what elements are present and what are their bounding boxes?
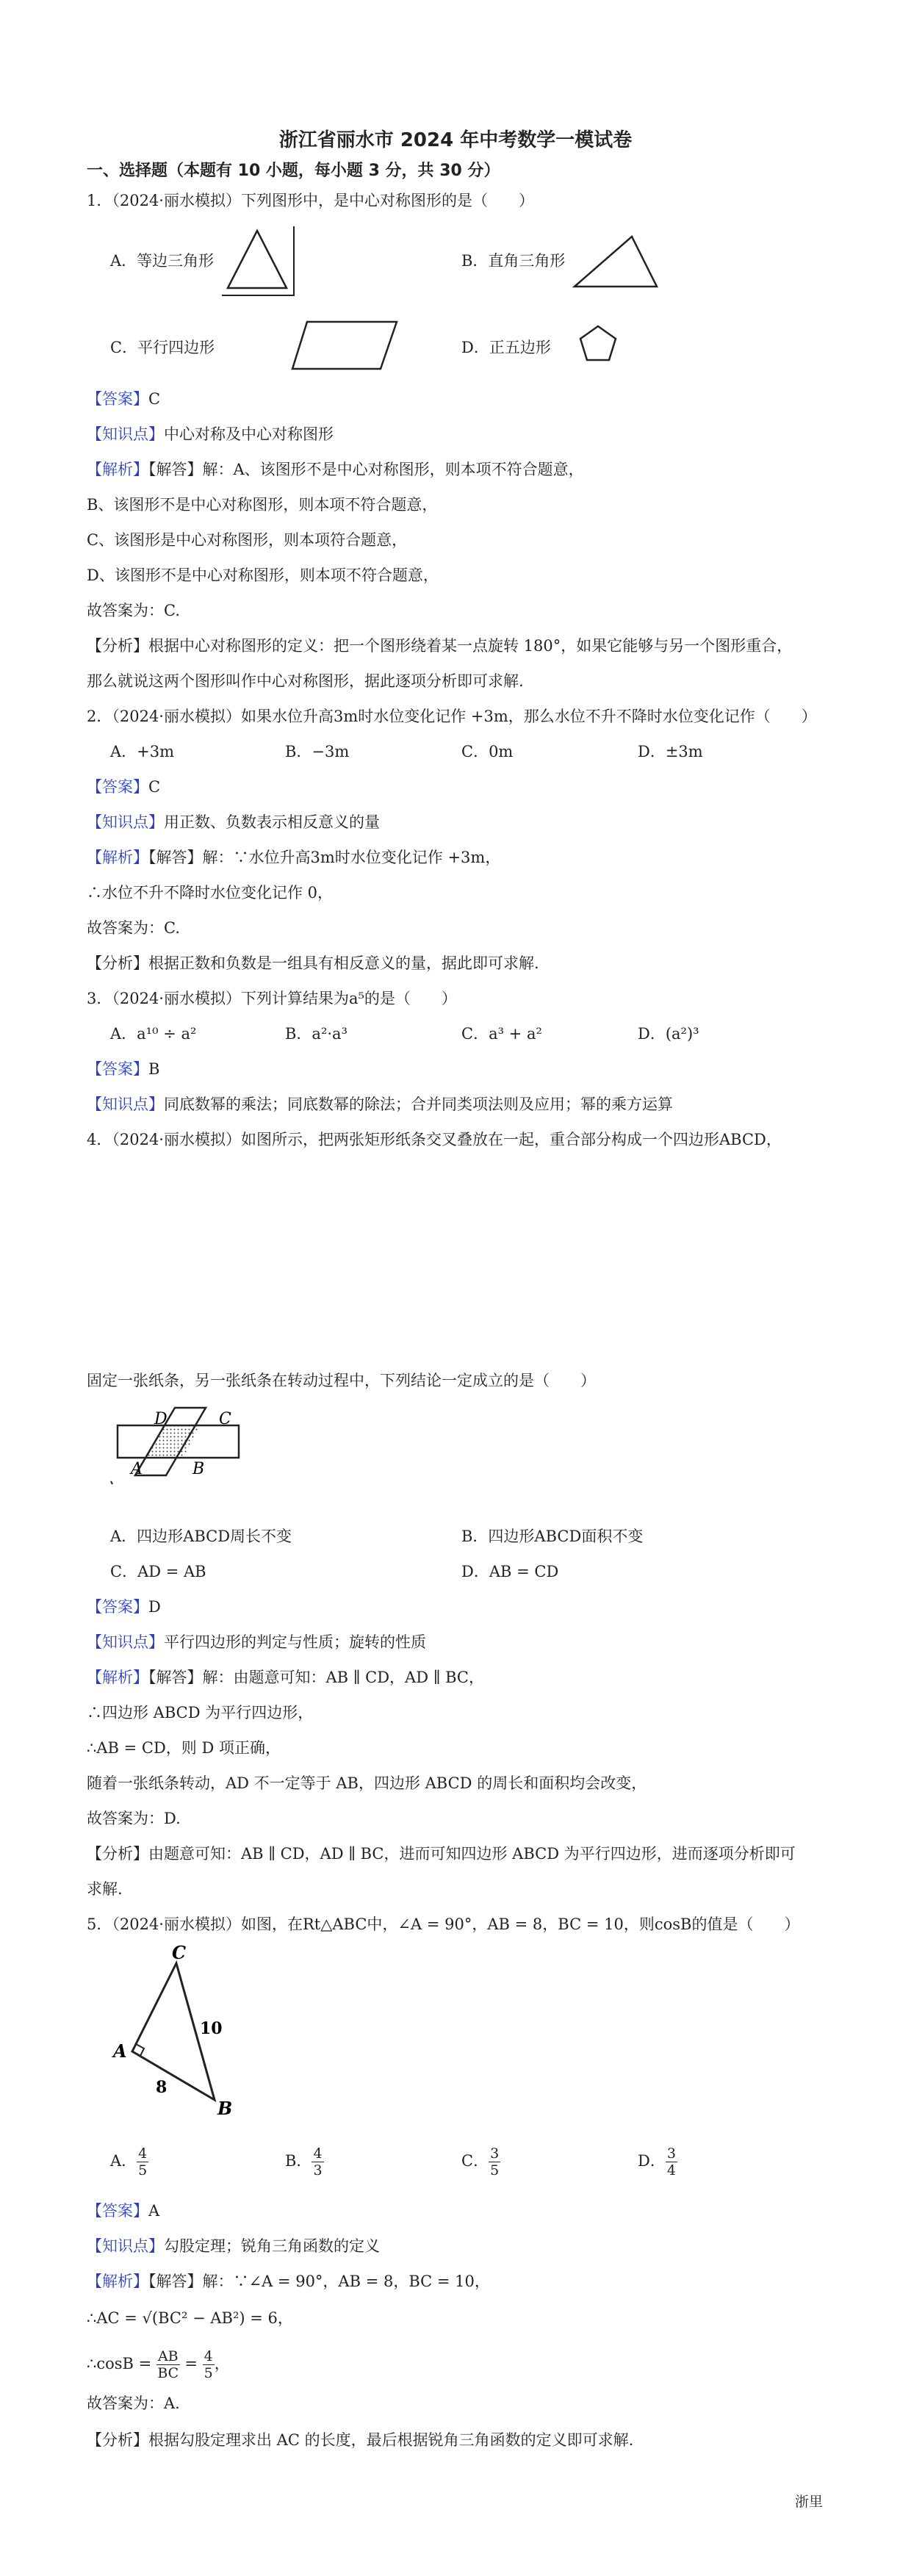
q4-summary-line2: 求解. — [87, 1880, 123, 1898]
q2-summary: 【分析】根据正数和负数是一组具有相反意义的量，据此即可求解. — [87, 954, 539, 972]
label-a: A — [113, 2040, 127, 2062]
q5-solution: 【解析】【解答】解：∵∠A = 90°，AB = 8，BC = 10， — [87, 2273, 490, 2290]
q4-stem-line2: 固定一张纸条，另一张纸条在转动过程中，下列结论一定成立的是（ ） — [87, 1372, 596, 1389]
label-b: B — [192, 1460, 205, 1478]
q2-option-a: A．+3m — [110, 743, 175, 760]
q4-option-d: D．AB = CD — [461, 1563, 559, 1580]
q3-option-a: A．a¹⁰ ÷ a² — [110, 1025, 197, 1043]
q4-solution: 【解析】【解答】解：由题意可知：AB ∥ CD，AD ∥ BC， — [87, 1669, 484, 1686]
q1-option-a: A．等边三角形 — [110, 252, 215, 270]
q5-option-a: A． $\frac{4}{5}$ — [110, 2145, 148, 2179]
q2-solution-line2: ∴水位不升不降时水位变化记作 0， — [87, 884, 334, 902]
q5-option-c: C． $\frac{3}{5}$ — [461, 2145, 500, 2179]
q5-solution-line4: 故答案为：A. — [87, 2395, 180, 2412]
q4-solution-line5: 故答案为：D. — [87, 1810, 181, 1827]
q4-option-b: B．四边形ABCD面积不变 — [461, 1528, 644, 1545]
label-bc-length: 10 — [200, 2019, 223, 2038]
footer-watermark: 浙里 — [795, 2494, 824, 2510]
q5-summary: 【分析】根据勾股定理求出 AC 的长度，最后根据锐角三角函数的定义即可求解. — [87, 2431, 634, 2449]
q1-stem: 1．（2024·丽水模拟）下列图形中，是中心对称图形的是（ ） — [87, 192, 534, 209]
q2-answer: 【答案】C — [87, 778, 161, 796]
q1-option-b: B．直角三角形 — [461, 252, 566, 270]
q5-option-d: D． $\frac{3}{4}$ — [638, 2145, 676, 2179]
q4-knowledge-point: 【知识点】平行四边形的判定与性质；旋转的性质 — [87, 1633, 426, 1651]
q1-option-c: C．平行四边形 — [110, 339, 215, 356]
q5-solution-line3: ∴cosB = $\frac{AB}{BC}$ = $\frac{4}{5}$ ， — [87, 2348, 230, 2381]
q4-summary: 【分析】由题意可知：AB ∥ CD，AD ∥ BC，进而可知四边形 ABCD 为平行四边形，进而逐项分析即可 — [87, 1845, 796, 1863]
label-d: D — [154, 1410, 168, 1428]
q1-option-d: D．正五边形 — [461, 339, 551, 356]
q5-knowledge-point: 【知识点】勾股定理；锐角三角函数的定义 — [87, 2237, 380, 2255]
q3-answer: 【答案】B — [87, 1060, 160, 1078]
q3-knowledge-point: 【知识点】同底数幂的乘法；同底数幂的除法；合并同类项法则及应用；幂的乘方运算 — [87, 1095, 673, 1113]
q1-solution-line3: C、该图形是中心对称图形，则本项符合题意， — [87, 531, 408, 549]
q2-stem: 2．（2024·丽水模拟）如果水位升高3m时水位变化记作 +3m，那么水位不升不降时水位变化记作（ ） — [87, 708, 817, 725]
q2-option-c: C．0m — [461, 743, 514, 760]
q4-option-a: A．四边形ABCD周长不变 — [110, 1528, 292, 1545]
q5-option-b: B． $\frac{4}{3}$ — [285, 2145, 323, 2179]
q2-option-d: D．±3m — [638, 743, 703, 760]
label-c: C — [219, 1410, 231, 1428]
q4-option-c: C．AD = AB — [110, 1563, 206, 1580]
q2-solution: 【解析】【解答】解：∵水位升高3m时水位变化记作 +3m， — [87, 849, 501, 866]
label-c: C — [172, 1942, 187, 1963]
q5-stem: 5．（2024·丽水模拟）如图，在Rt△ABC中，∠A = 90°，AB = 8，BC = 10，则cosB的值是（ ） — [87, 1915, 800, 1933]
parallelogram-figure — [291, 320, 401, 373]
pentagon-figure — [577, 323, 619, 364]
q4-solution-line2: ∴四边形 ABCD 为平行四边形， — [87, 1704, 314, 1721]
q4-solution-line3: ∴AB = CD，则 D 项正确， — [87, 1739, 281, 1757]
label-a: A — [131, 1460, 143, 1478]
q4-solution-line4: 随着一张纸条转动，AD 不一定等于 AB，四边形 ABCD 的周长和面积均会改变， — [87, 1774, 647, 1792]
q4-stem: 4．（2024·丽水模拟）如图所示，把两张矩形纸条交叉叠放在一起，重合部分构成一个四边形ABCD， — [87, 1131, 782, 1148]
q3-option-b: B．a²·a³ — [285, 1025, 348, 1043]
q2-knowledge-point: 【知识点】用正数、负数表示相反意义的量 — [87, 813, 380, 831]
equilateral-triangle-figure — [220, 225, 301, 298]
q3-stem: 3．（2024·丽水模拟）下列计算结果为a⁵的是（ ） — [87, 990, 457, 1007]
q1-summary: 【分析】根据中心对称图形的定义：把一个图形绕着某一点旋转 180°，如果它能够与另一个图形重合， — [87, 637, 793, 655]
q1-solution-line5: 故答案为：C. — [87, 602, 180, 619]
q5-solution-line2: ∴AC = √(BC² − AB²) = 6， — [87, 2309, 293, 2327]
page-title: 浙江省丽水市 2024 年中考数学一模试卷 — [278, 129, 633, 151]
q1-solution-line2: B、该图形不是中心对称图形，则本项不符合题意， — [87, 496, 438, 514]
right-triangle-abc-figure — [103, 1942, 250, 2122]
label-b: B — [217, 2098, 233, 2119]
label-ab-length: 8 — [156, 2078, 168, 2097]
q4-answer: 【答案】D — [87, 1598, 161, 1616]
q3-option-c: C．a³ + a² — [461, 1025, 542, 1043]
crossed-strips-figure — [110, 1402, 250, 1490]
right-triangle-figure — [573, 234, 661, 292]
q2-option-b: B．−3m — [285, 743, 350, 760]
q3-option-d: D．(a²)³ — [638, 1025, 699, 1043]
q1-solution: 【解析】【解答】解：A、该图形不是中心对称图形，则本项不符合题意， — [87, 461, 584, 478]
q1-summary-line2: 那么就说这两个图形叫作中心对称图形，据此逐项分析即可求解. — [87, 672, 524, 690]
q2-solution-line3: 故答案为：C. — [87, 919, 180, 937]
section-heading: 一、选择题（本题有 10 小题，每小题 3 分，共 30 分） — [87, 162, 500, 180]
q1-answer: 【答案】C — [87, 390, 161, 408]
q1-knowledge-point: 【知识点】中心对称及中心对称图形 — [87, 425, 334, 443]
q5-answer: 【答案】A — [87, 2202, 160, 2220]
q1-solution-line4: D、该图形不是中心对称图形，则本项不符合题意， — [87, 566, 439, 584]
